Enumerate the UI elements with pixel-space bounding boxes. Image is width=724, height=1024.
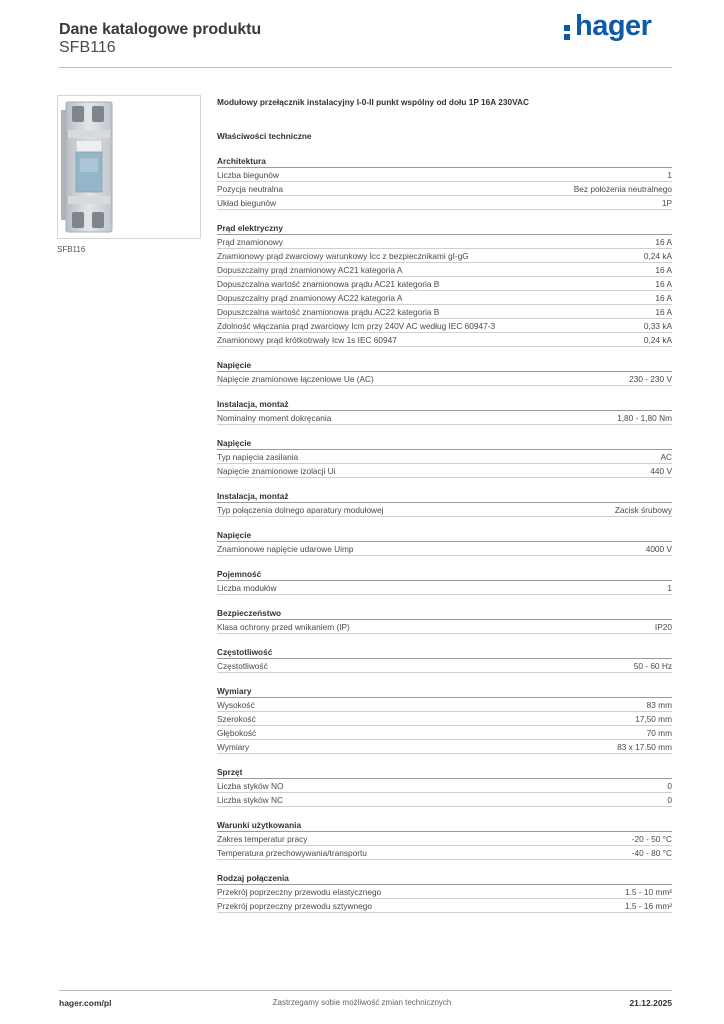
spec-label: Temperatura przechowywania/transportu (217, 847, 367, 858)
spec-row (217, 846, 672, 860)
spec-label: Przekrój poprzeczny przewodu sztywnego (217, 900, 372, 911)
spec-label: Dopuszczalna wartość znamionowa prądu AC21 kategoria B (217, 278, 440, 289)
spec-row (217, 899, 672, 913)
spec-value: 17,50 mm (635, 713, 672, 724)
spec-value: 0,33 kA (643, 320, 672, 331)
spec-value: Zacisk śrubowy (614, 504, 672, 515)
spec-value: 1 (667, 169, 672, 180)
logo-dot-icon (564, 34, 570, 40)
spec-group (217, 608, 672, 634)
spec-label: Wysokość (217, 699, 255, 710)
spec-row (217, 581, 672, 595)
spec-label: Typ napięcia zasilania (217, 451, 299, 462)
spec-label: Zdolność włączania prąd zwarciowy Icm przy 240V AC według IEC 60947-3 (217, 320, 496, 331)
spec-row (217, 740, 672, 754)
spec-row (217, 249, 672, 263)
spec-row (217, 235, 672, 249)
spec-group (217, 873, 672, 913)
spec-label: Szerokość (217, 713, 256, 724)
spec-label: Nominalny moment dokręcania (217, 412, 332, 423)
spec-row (217, 712, 672, 726)
footer-divider (59, 990, 672, 991)
spec-value: IP20 (654, 621, 672, 632)
spec-group (217, 686, 672, 754)
spec-label: Liczba styków NC (217, 794, 283, 805)
spec-value: 16 A (655, 236, 672, 247)
spec-group (217, 767, 672, 807)
spec-group (217, 156, 672, 210)
spec-group (217, 647, 672, 673)
spec-row (217, 450, 672, 464)
spec-row (217, 263, 672, 277)
spec-label: Znamionowy prąd krótkotrwały Icw 1s IEC 60947 (217, 334, 397, 345)
spec-value: AC (660, 451, 672, 462)
spec-group (217, 360, 672, 386)
spec-row (217, 620, 672, 634)
spec-row (217, 305, 672, 319)
spec-group-title: Warunki użytkowania (217, 820, 672, 832)
product-code: SFB116 (59, 39, 116, 56)
spec-value: 16 A (655, 278, 672, 289)
spec-value: 16 A (655, 292, 672, 303)
spec-value: 70 mm (646, 727, 672, 738)
hager-logo (564, 10, 674, 48)
spec-value: 1.5 - 10 mm² (624, 886, 672, 897)
spec-group-title: Rodzaj połączenia (217, 873, 672, 885)
spec-value: 16 A (655, 264, 672, 275)
spec-value: 0,24 kA (643, 250, 672, 261)
spec-group (217, 820, 672, 860)
spec-row (217, 464, 672, 478)
spec-value: 50 - 60 Hz (633, 660, 672, 671)
spec-group (217, 223, 672, 347)
spec-row (217, 698, 672, 712)
spec-label: Przekrój poprzeczny przewodu elastycznego (217, 886, 382, 897)
spec-label: Częstotliwość (217, 660, 268, 671)
spec-label: Dopuszczalny prąd znamionowy AC21 kategoria A (217, 264, 403, 275)
spec-group-title: Napięcie (217, 530, 672, 542)
image-caption: SFB116 (57, 245, 86, 254)
spec-row (217, 793, 672, 807)
spec-group-title: Bezpieczeństwo (217, 608, 672, 620)
spec-table (217, 156, 672, 926)
spec-label: Głębokość (217, 727, 257, 738)
spec-group-title: Częstotliwość (217, 647, 672, 659)
spec-value: Bez położenia neutralnego (573, 183, 672, 194)
spec-label: Typ połączenia dolnego aparatury modułowej (217, 504, 384, 515)
footer-website: hager.com/pl (59, 998, 112, 1008)
spec-value: -20 - 50 °C (631, 833, 672, 844)
spec-group (217, 399, 672, 425)
spec-group-title: Instalacja, montaż (217, 399, 672, 411)
product-title: Modułowy przełącznik instalacyjny I-0-II punkt wspólny od dołu 1P 16A 230VAC (217, 97, 529, 107)
page-title: Dane katalogowe produktu (59, 21, 262, 38)
spec-label: Liczba styków NO (217, 780, 284, 791)
spec-value: 0,24 kA (643, 334, 672, 345)
spec-value: 1P (661, 197, 672, 208)
spec-row (217, 182, 672, 196)
spec-group-title: Sprzęt (217, 767, 672, 779)
spec-group-title: Wymiary (217, 686, 672, 698)
spec-row (217, 291, 672, 305)
spec-value: -40 - 80 °C (631, 847, 672, 858)
spec-row (217, 503, 672, 517)
spec-row (217, 168, 672, 182)
spec-row (217, 885, 672, 899)
spec-value: 16 A (655, 306, 672, 317)
spec-label: Pozycja neutralna (217, 183, 283, 194)
spec-value: 1,80 - 1,80 Nm (617, 412, 672, 423)
spec-row (217, 277, 672, 291)
spec-label: Zakres temperatur pracy (217, 833, 308, 844)
footer-disclaimer: Zastrzegamy sobie możliwość zmian technicznych (272, 998, 452, 1007)
spec-group (217, 438, 672, 478)
spec-label: Liczba modułów (217, 582, 277, 593)
spec-group (217, 530, 672, 556)
spec-value: 83 x 17.50 mm (617, 741, 672, 752)
spec-row (217, 372, 672, 386)
spec-group-title: Napięcie (217, 360, 672, 372)
spec-label: Napięcie znamionowe łączeniowe Ue (AC) (217, 373, 374, 384)
spec-value: 4000 V (645, 543, 672, 554)
spec-label: Układ biegunów (217, 197, 277, 208)
spec-label: Znamionowe napięcie udarowe Uimp (217, 543, 354, 554)
spec-group-title: Pojemność (217, 569, 672, 581)
spec-row (217, 726, 672, 740)
spec-group-title: Architektura (217, 156, 672, 168)
product-image (57, 95, 201, 239)
spec-label: Napięcie znamionowe izolacji Ui (217, 465, 336, 476)
spec-row (217, 779, 672, 793)
spec-group-title: Prąd elektryczny (217, 223, 672, 235)
spec-value: 440 V (650, 465, 672, 476)
logo-dot-icon (564, 25, 570, 31)
spec-value: 83 mm (646, 699, 672, 710)
spec-group-title: Instalacja, montaż (217, 491, 672, 503)
header-divider (59, 67, 672, 68)
spec-group (217, 569, 672, 595)
spec-row (217, 196, 672, 210)
spec-value: 0 (667, 794, 672, 805)
spec-label: Znamionowy prąd zwarciowy warunkowy Icc z bezpiecznikami gI-gG (217, 250, 469, 261)
spec-value: 1.5 - 16 mm² (624, 900, 672, 911)
spec-row (217, 659, 672, 673)
logo-text: hager (575, 10, 652, 42)
spec-row (217, 333, 672, 347)
modular-switch-icon (58, 96, 200, 238)
spec-label: Klasa ochrony przed wnikaniem (IP) (217, 621, 350, 632)
spec-row (217, 411, 672, 425)
spec-label: Dopuszczalny prąd znamionowy AC22 kategoria A (217, 292, 403, 303)
spec-label: Prąd znamionowy (217, 236, 283, 247)
spec-value: 230 - 230 V (629, 373, 672, 384)
spec-label: Liczba biegunów (217, 169, 279, 180)
spec-group-title: Napięcie (217, 438, 672, 450)
spec-row (217, 832, 672, 846)
spec-label: Dopuszczalna wartość znamionowa prądu AC22 kategoria B (217, 306, 440, 317)
spec-value: 0 (667, 780, 672, 791)
spec-group (217, 491, 672, 517)
technical-properties-heading: Właściwości techniczne (217, 131, 312, 141)
spec-value: 1 (667, 582, 672, 593)
footer-date: 21.12.2025 (629, 998, 672, 1008)
spec-label: Wymiary (217, 741, 250, 752)
spec-row (217, 542, 672, 556)
spec-row (217, 319, 672, 333)
